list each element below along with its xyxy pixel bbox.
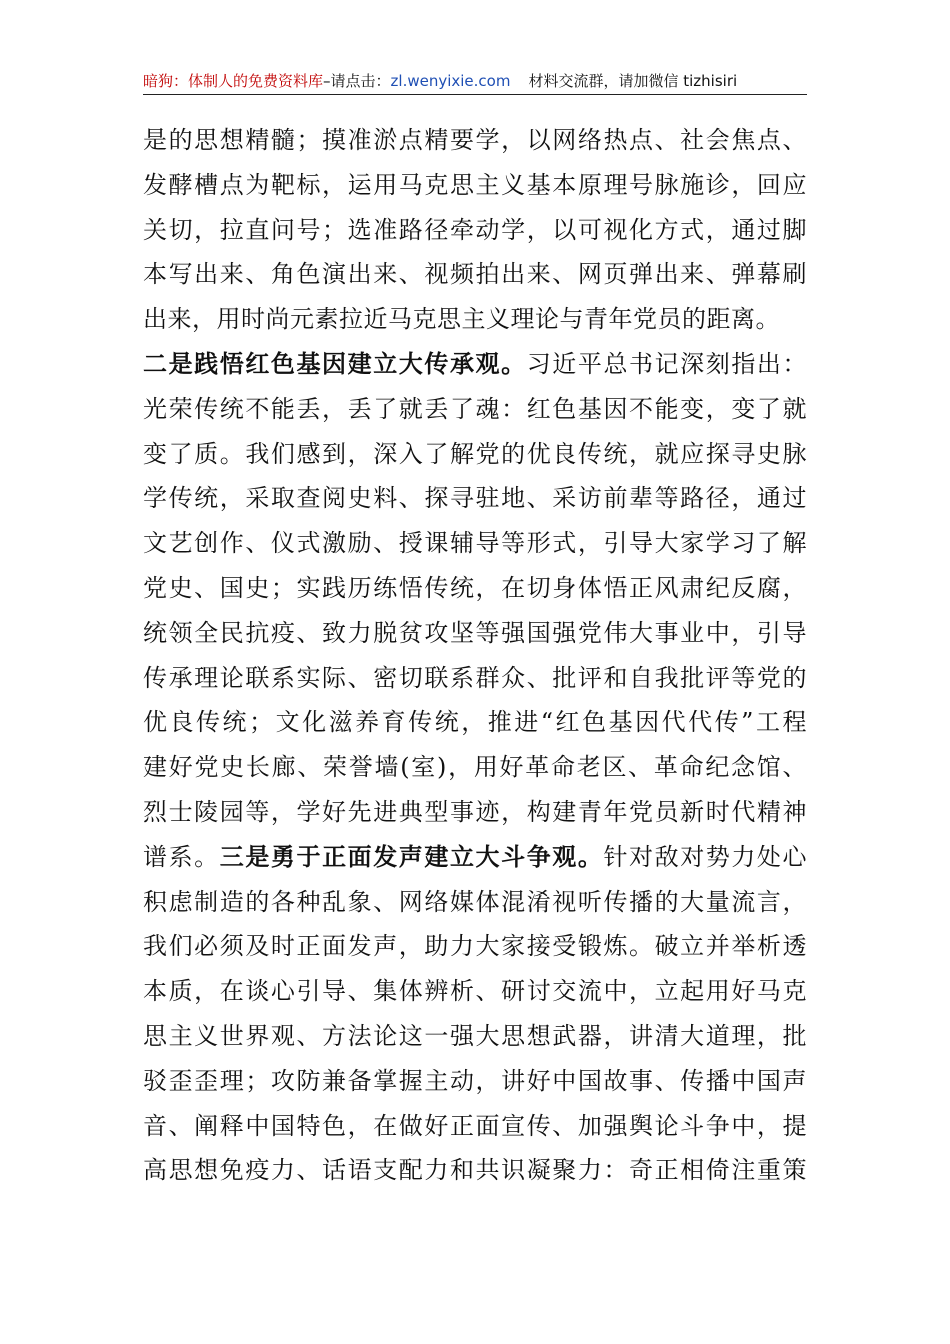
body-line: 本写出来、角色演出来、视频拍出来、网页弹出来、弹幕刷: [143, 260, 807, 289]
body-line: 关切，拉直问号；选准路径牵动学，以可视化方式，通过脚: [143, 215, 807, 244]
body-text-span: 习近平总书记深刻指出：: [526, 349, 808, 378]
header-url-link[interactable]: zl.wenyixie.com: [390, 72, 511, 90]
body-line: 建好党史长廊、荣誉墙(室)，用好革命老区、革命纪念馆、: [143, 753, 807, 782]
body-line: 光荣传统不能丢，丢了就丢了魂：红色基因不能变，变了就: [143, 394, 807, 423]
body-line: 学传统，采取查阅史料、探寻驻地、采访前辈等路径，通过: [143, 484, 807, 513]
body-line: [143, 835, 807, 880]
body-line: 烈士陵园等，学好先进典型事迹，构建青年党员新时代精神: [143, 797, 807, 826]
body-line: 统领全民抗疫、致力脱贫攻坚等强国强党伟大事业中，引导: [143, 618, 807, 647]
body-line: 思主义世界观、方法论这一强大思想武器，讲清大道理，批: [143, 1021, 807, 1050]
body-text-span: 针对敌对势力处心: [603, 842, 808, 871]
body-line: 变了质。我们感到，深入了解党的优良传统，就应探寻史脉: [143, 439, 807, 468]
section-heading-2: 二是践悟红色基因建立大传承观。: [143, 349, 527, 378]
body-line: 出来，用时尚元素拉近马克思主义理论与青年党员的距离。: [143, 305, 780, 334]
header-divider: [143, 94, 807, 95]
document-body: [143, 118, 807, 1193]
body-line: 文艺创作、仪式激励、授课辅导等形式，引导大家学习了解: [143, 529, 807, 558]
body-line: 我们必须及时正面发声，助力大家接受锻炼。破立并举析透: [143, 932, 807, 961]
header-click-prompt: –请点击：: [323, 72, 391, 90]
page-header: [143, 70, 807, 94]
header-site-name: 暗狗：体制人的免费资料库: [143, 72, 324, 90]
body-line: 驳歪歪理；攻防兼备掌握主动，讲好中国故事、传播中国声: [143, 1066, 807, 1095]
body-line: 本质，在谈心引导、集体辨析、研讨交流中，立起用好马克: [143, 977, 807, 1006]
body-line: 发酵槽点为靶标，运用马克思主义基本原理号脉施诊，回应: [143, 170, 807, 199]
body-line: 党史、国史；实践历练悟传统，在切身体悟正风肃纪反腐，: [143, 573, 807, 602]
body-line: 优良传统；文化滋养育传统，推进“红色基因代代传”工程: [143, 708, 807, 737]
header-wechat-note: 材料交流群，请加微信 tizhisiri: [528, 72, 738, 90]
body-line: 积虑制造的各种乱象、网络媒体混淆视听传播的大量流言，: [143, 887, 807, 916]
section-heading-3: 三是勇于正面发声建立大斗争观。: [219, 842, 604, 871]
body-line: [143, 342, 807, 387]
body-line: 传承理论联系实际、密切联系群众、批评和自我批评等党的: [143, 663, 807, 692]
body-text-span: 谱系。: [143, 842, 220, 871]
body-line: 音、阐释中国特色，在做好正面宣传、加强舆论斗争中，提: [143, 1111, 807, 1140]
body-line: 是的思想精髓；摸准淤点精要学，以网络热点、社会焦点、: [143, 126, 807, 154]
body-line: 高思想免疫力、话语支配力和共识凝聚力：奇正相倚注重策: [143, 1156, 807, 1185]
